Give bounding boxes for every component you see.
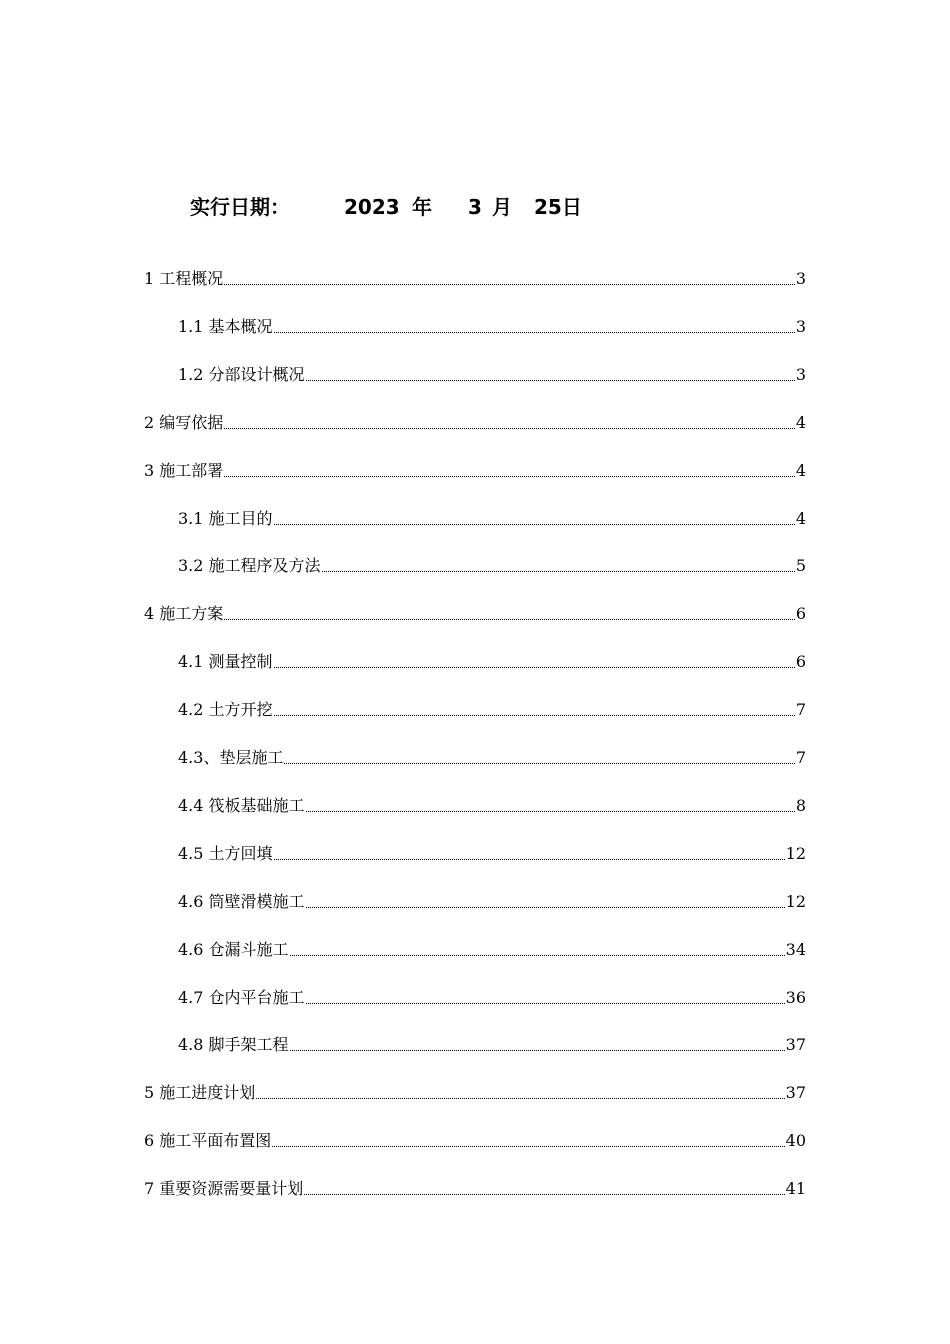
- toc-dot-leader: [306, 380, 795, 381]
- toc-entry[interactable]: [178, 552, 806, 580]
- date-label: 实行日期：: [190, 195, 290, 219]
- toc-entry-page-number: 5: [795, 556, 806, 576]
- toc-dot-leader: [274, 859, 785, 860]
- toc-entry-page-number: 4: [795, 412, 806, 432]
- toc-entry-page-number: 41: [785, 1179, 806, 1199]
- toc-entry-title: 3 施工部署: [144, 460, 224, 480]
- toc-entry[interactable]: [144, 1127, 806, 1155]
- toc-entry-page-number: 12: [785, 891, 806, 911]
- toc-entry-title: 4.5 土方回填: [178, 843, 273, 863]
- toc-entry-title: 4.1 测量控制: [178, 652, 273, 672]
- toc-entry-title: 5 施工进度计划: [144, 1083, 256, 1103]
- toc-dot-leader: [224, 476, 795, 477]
- toc-entry-title: 4.6 仓漏斗施工: [178, 939, 289, 959]
- toc-entry-page-number: 40: [785, 1131, 806, 1151]
- toc-entry[interactable]: [178, 792, 806, 820]
- toc-entry[interactable]: [144, 1175, 806, 1203]
- toc-entry-page-number: 7: [795, 748, 806, 767]
- toc-dot-leader: [290, 955, 785, 956]
- toc-entry-title: 3.1 施工目的: [178, 508, 273, 528]
- toc-dot-leader: [304, 1194, 784, 1195]
- toc-dot-leader: [224, 619, 795, 620]
- toc-entry[interactable]: [178, 696, 806, 724]
- toc-entry-page-number: 37: [785, 1083, 806, 1103]
- toc-entry-page-number: 37: [785, 1035, 806, 1055]
- toc-entry[interactable]: [178, 313, 806, 341]
- date-year: 2023: [344, 195, 400, 219]
- toc-entry-page-number: 36: [785, 987, 806, 1007]
- toc-dot-leader: [274, 667, 795, 668]
- date-year-unit: 年: [412, 195, 432, 219]
- toc-entry[interactable]: [178, 984, 806, 1012]
- date-day: 25日: [534, 195, 582, 219]
- toc-entry[interactable]: [178, 888, 806, 916]
- toc-entry[interactable]: [144, 457, 806, 485]
- toc-entry[interactable]: [144, 409, 806, 437]
- toc-dot-leader: [272, 1146, 784, 1147]
- toc-entry[interactable]: [178, 361, 806, 389]
- toc-entry-page-number: 3: [795, 269, 806, 288]
- toc-entry[interactable]: [178, 1031, 806, 1059]
- toc-entry-title: 1.1 基本概况: [178, 316, 273, 336]
- toc-entry-page-number: 4: [795, 508, 806, 528]
- toc-entry-title: 7 重要资源需要量计划: [144, 1179, 304, 1199]
- toc-entry-title: 3.2 施工程序及方法: [178, 556, 321, 576]
- toc-dot-leader: [306, 1003, 785, 1004]
- toc-entry-title: 4 施工方案: [144, 604, 224, 624]
- toc-entry-title: 2 编写依据: [144, 412, 224, 432]
- toc-entry-title: 1.2 分部设计概况: [178, 364, 305, 384]
- toc-entry-page-number: 3: [795, 364, 806, 384]
- toc-entry-title: 4.6 筒壁滑模施工: [178, 891, 305, 911]
- toc-dot-leader: [306, 811, 795, 812]
- toc-dot-leader: [306, 907, 785, 908]
- toc-entry-title: 4.3、垫层施工: [178, 748, 284, 767]
- toc-dot-leader: [284, 763, 794, 764]
- toc-entry[interactable]: [178, 936, 806, 964]
- toc-entry[interactable]: [144, 600, 806, 628]
- toc-entry-title: 6 施工平面布置图: [144, 1131, 272, 1151]
- toc-entry-page-number: 12: [785, 843, 806, 863]
- toc-dot-leader: [290, 1050, 785, 1051]
- toc-entry-title: 4.2 土方开挖: [178, 700, 273, 720]
- toc-entry[interactable]: [178, 648, 806, 676]
- toc-entry-page-number: 3: [795, 316, 806, 336]
- date-month-unit: 月: [492, 195, 512, 219]
- toc-dot-leader: [224, 428, 795, 429]
- toc-dot-leader: [274, 715, 795, 716]
- toc-entry-page-number: 8: [795, 795, 806, 815]
- toc-entry[interactable]: [144, 265, 806, 293]
- toc-entry-page-number: 4: [795, 460, 806, 480]
- date-month: 3: [468, 195, 482, 219]
- toc-entry-title: 4.7 仓内平台施工: [178, 987, 305, 1007]
- toc-entry-page-number: 7: [795, 700, 806, 720]
- toc-entry[interactable]: [178, 505, 806, 533]
- toc-dot-leader: [322, 571, 795, 572]
- toc-dot-leader: [274, 524, 795, 525]
- toc-dot-leader: [256, 1098, 784, 1099]
- toc-entry-title: 1 工程概况: [144, 269, 224, 288]
- toc-entry[interactable]: [144, 1079, 806, 1107]
- toc-entry-title: 4.8 脚手架工程: [178, 1035, 289, 1055]
- toc-entry-page-number: 6: [795, 604, 806, 624]
- toc-entry-title: 4.4 筏板基础施工: [178, 795, 305, 815]
- toc-entry[interactable]: [178, 840, 806, 868]
- toc-dot-leader: [224, 284, 795, 285]
- toc-entry[interactable]: [178, 744, 806, 772]
- toc-dot-leader: [274, 332, 795, 333]
- toc-entry-page-number: 6: [795, 652, 806, 672]
- toc-entry-page-number: 34: [785, 939, 806, 959]
